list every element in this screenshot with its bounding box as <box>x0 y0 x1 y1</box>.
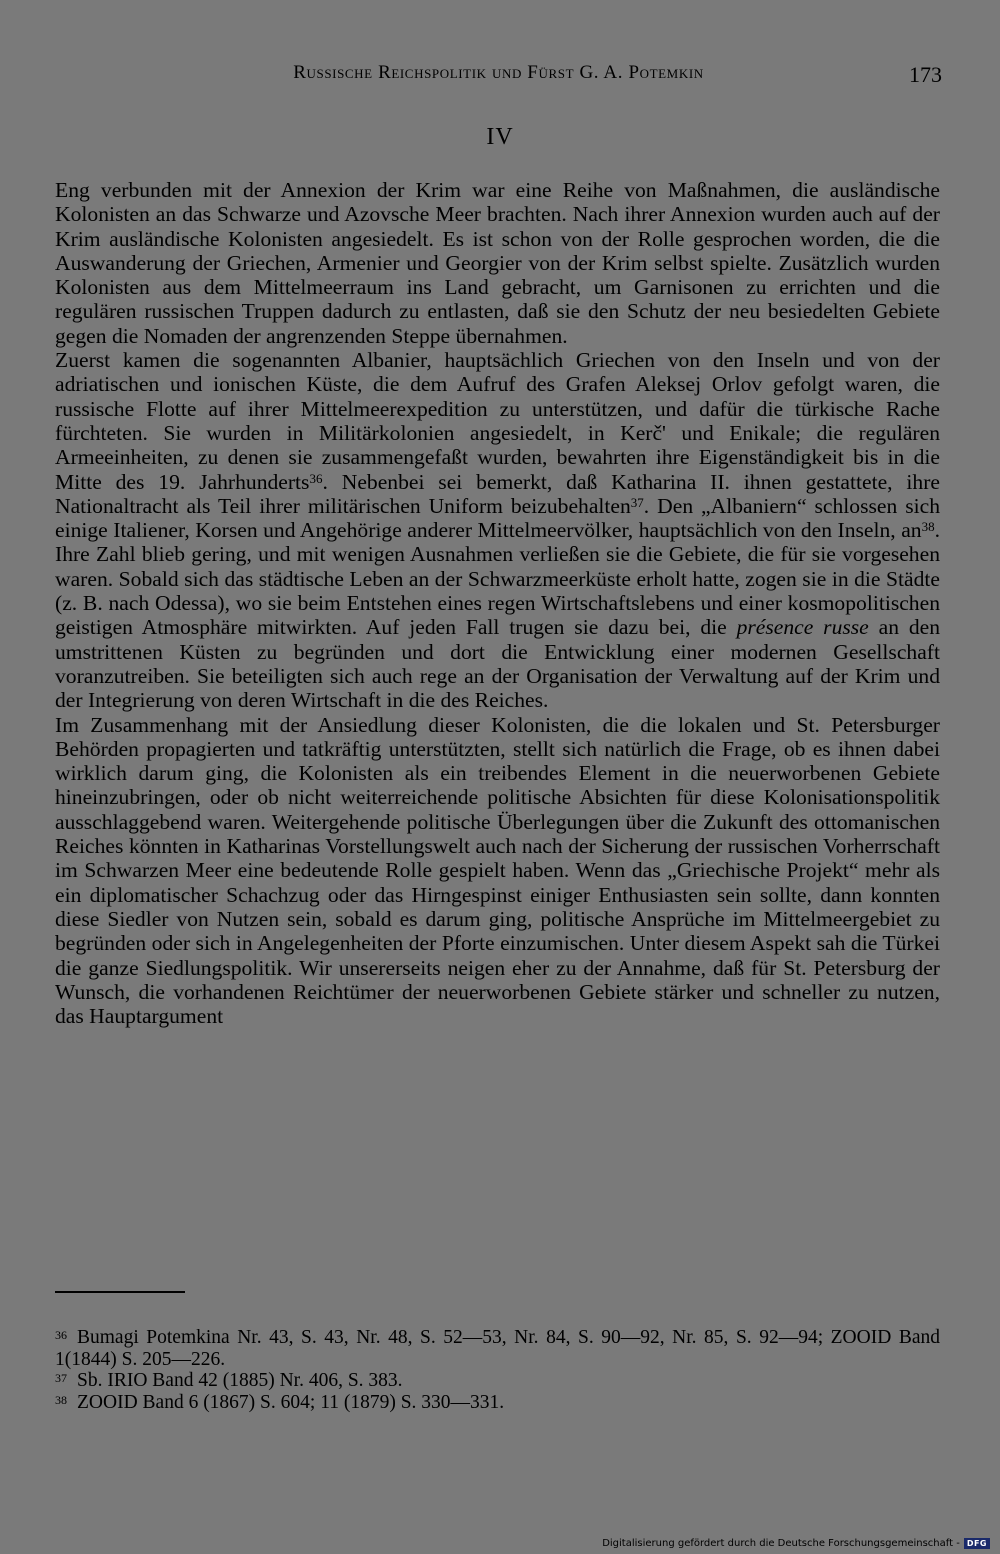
footnote-text: Sb. IRIO Band 42 (1885) Nr. 406, S. 383. <box>77 1370 403 1391</box>
section-heading: IV <box>486 124 514 150</box>
footnote-37 <box>55 1370 940 1392</box>
credit-text: Digitalisierung gefördert durch die Deutsche Forschungsgemeinschaft - <box>602 1538 960 1549</box>
footnote-38 <box>55 1392 940 1414</box>
body-text <box>55 178 940 1028</box>
dfg-logo-icon: DFG <box>964 1538 990 1549</box>
footnote-mark: 38 <box>55 1392 67 1407</box>
paragraph-2-text-2: . Nebenbei sei bemerkt, daß Katharina II. ihnen gestattete, ihre Nationaltracht als Teil ihrer militärischen Uniform beizubehalten <box>55 469 940 518</box>
footnote-text: Bumagi Potemkina Nr. 43, S. 43, Nr. 48, S. 52—53, Nr. 84, S. 90—92, Nr. 85, S. 92—94; ZOOID Band 1(1844) S. 205—226. <box>55 1327 940 1370</box>
page-number: 173 <box>909 62 942 87</box>
footnotes <box>55 1327 940 1413</box>
footnote-36 <box>55 1327 940 1370</box>
paragraph-2-text-3: . Den „Albaniern“ schlossen sich einige Italiener, Korsen und Angehörige anderer Mittelmeervölker, hauptsächlich von den Inseln, an <box>55 493 940 543</box>
footnote-divider <box>55 1291 185 1293</box>
paragraph-1: Eng verbunden mit der Annexion der Krim war eine Reihe von Maßnahmen, die ausländische Kolonisten an das Schwarze und Azovsche Meer brachten. Nach ihrer Annexion wurden auch auf der Krim ausländische Kolonisten angesiedelt. Es ist schon von der Rolle gesprochen worden, die die Auswanderung der Griechen, Armenier und Georgier von der Krim selbst spielte. Zusätzlich wurden Kolonisten aus dem Mittelmeerraum ins Land gebracht, um Garnisonen zu errichten und die regulären russischen Truppen dadurch zu entlasten, daß sie den Schutz der neu besiedelten Gebiete gegen die Nomaden der angrenzenden Steppe übernahmen. <box>55 178 940 348</box>
footnote-ref-38: 38 <box>921 519 935 535</box>
italic-phrase: présence russe <box>736 615 869 640</box>
footnote-ref-36: 36 <box>309 470 323 486</box>
paragraph-2-text-1: Zuerst kamen die sogenannten Albanier, hauptsächlich Griechen von den Inseln und von der adriatischen und ionischen Küste, die dem Aufruf des Grafen Aleksej Orlov gefolgt waren, die russische Flotte auf ihrer Mittelmeerexpedition zu unterstützen, und dafür die türkische Rache fürchteten. Sie wurden in Militärkolonien angesiedelt, in Kerč' und Enikale; die regulären Armeeinheiten, zu denen sie zusammengefaßt wurden, bewahrten ihre Eigenständigkeit bis in die Mitte des 19. Jahrhunderts <box>55 348 940 494</box>
paragraph-3: Im Zusammenhang mit der Ansiedlung dieser Kolonisten, die die lokalen und St. Petersburger Behörden propagierten und tatkräftig unterstützten, stellt sich natürlich die Frage, ob es ihnen dabei wirklich darum ging, die Kolonisten als ein treibendes Element in die neuerworbenen Gebiete hineinzubringen, oder ob nicht weiterreichende politische Absichten für diese Kolonisationspolitik ausschlaggebend waren. Weitergehende politische Überlegungen über die Zukunft des ottomanischen Reiches könnten in Katharinas Vorstellungswelt auch nach der Sicherung der russischen Vorherrschaft im Schwarzen Meer eine bedeutende Rolle gespielt haben. Wenn das „Griechische Projekt“ mehr als ein diplomatischer Schachzug oder das Hirngespinst einiger Enthusiasten sein sollte, dann konnten diese Siedler von Nutzen sein, sobald es darum ging, politische Ansprüche im Mittelmeergebiet zu begründen oder sich in Angelegenheiten der Pforte einzumischen. Unter diesem Aspekt sah die Türkei die ganze Siedlungspolitik. Wir unsererseits neigen eher zu der Annahme, daß für St. Petersburg der Wunsch, die vorhandenen Reichtümer der neuerworbenen Gebiete stärker und schneller zu nutzen, das Hauptargument <box>55 712 940 1029</box>
footnote-text: ZOOID Band 6 (1867) S. 604; 11 (1879) S. 330—331. <box>77 1391 505 1413</box>
digitization-credit <box>602 1538 990 1549</box>
page-header <box>55 62 942 98</box>
footnote-mark: 36 <box>55 1328 67 1342</box>
paragraph-2 <box>55 348 940 712</box>
footnote-ref-37: 37 <box>630 494 644 510</box>
paragraph-2-text-5: an den umstrittenen Küsten zu begründen und dort die Entwicklung einer modernen Gesellschaft voranzutreiben. Sie beteiligten sich auch rege an der Organisation der Verwaltung auf der Krim und der Integrierung von deren Wirtschaft in die des Reiches. <box>55 615 941 713</box>
footnote-mark: 37 <box>55 1371 67 1385</box>
paragraph-2-text-4: . Ihre Zahl blieb gering, und mit wenigen Ausnahmen verließen sie die Gebiete, die für sie vorgesehen waren. Sobald sich das städtische Leben an der Schwarzmeerküste erholt hatte, zogen sie in die Städte (z. B. nach Odessa), wo sie beim Entstehen eines regen Wirtschaftslebens und einer kosmopolitischen geistigen Atmosphäre mitwirkten. Auf jeden Fall trugen sie dazu bei, die <box>55 518 940 640</box>
running-title: Russische Reichspolitik und Fürst G. A. Potemkin <box>293 62 704 83</box>
